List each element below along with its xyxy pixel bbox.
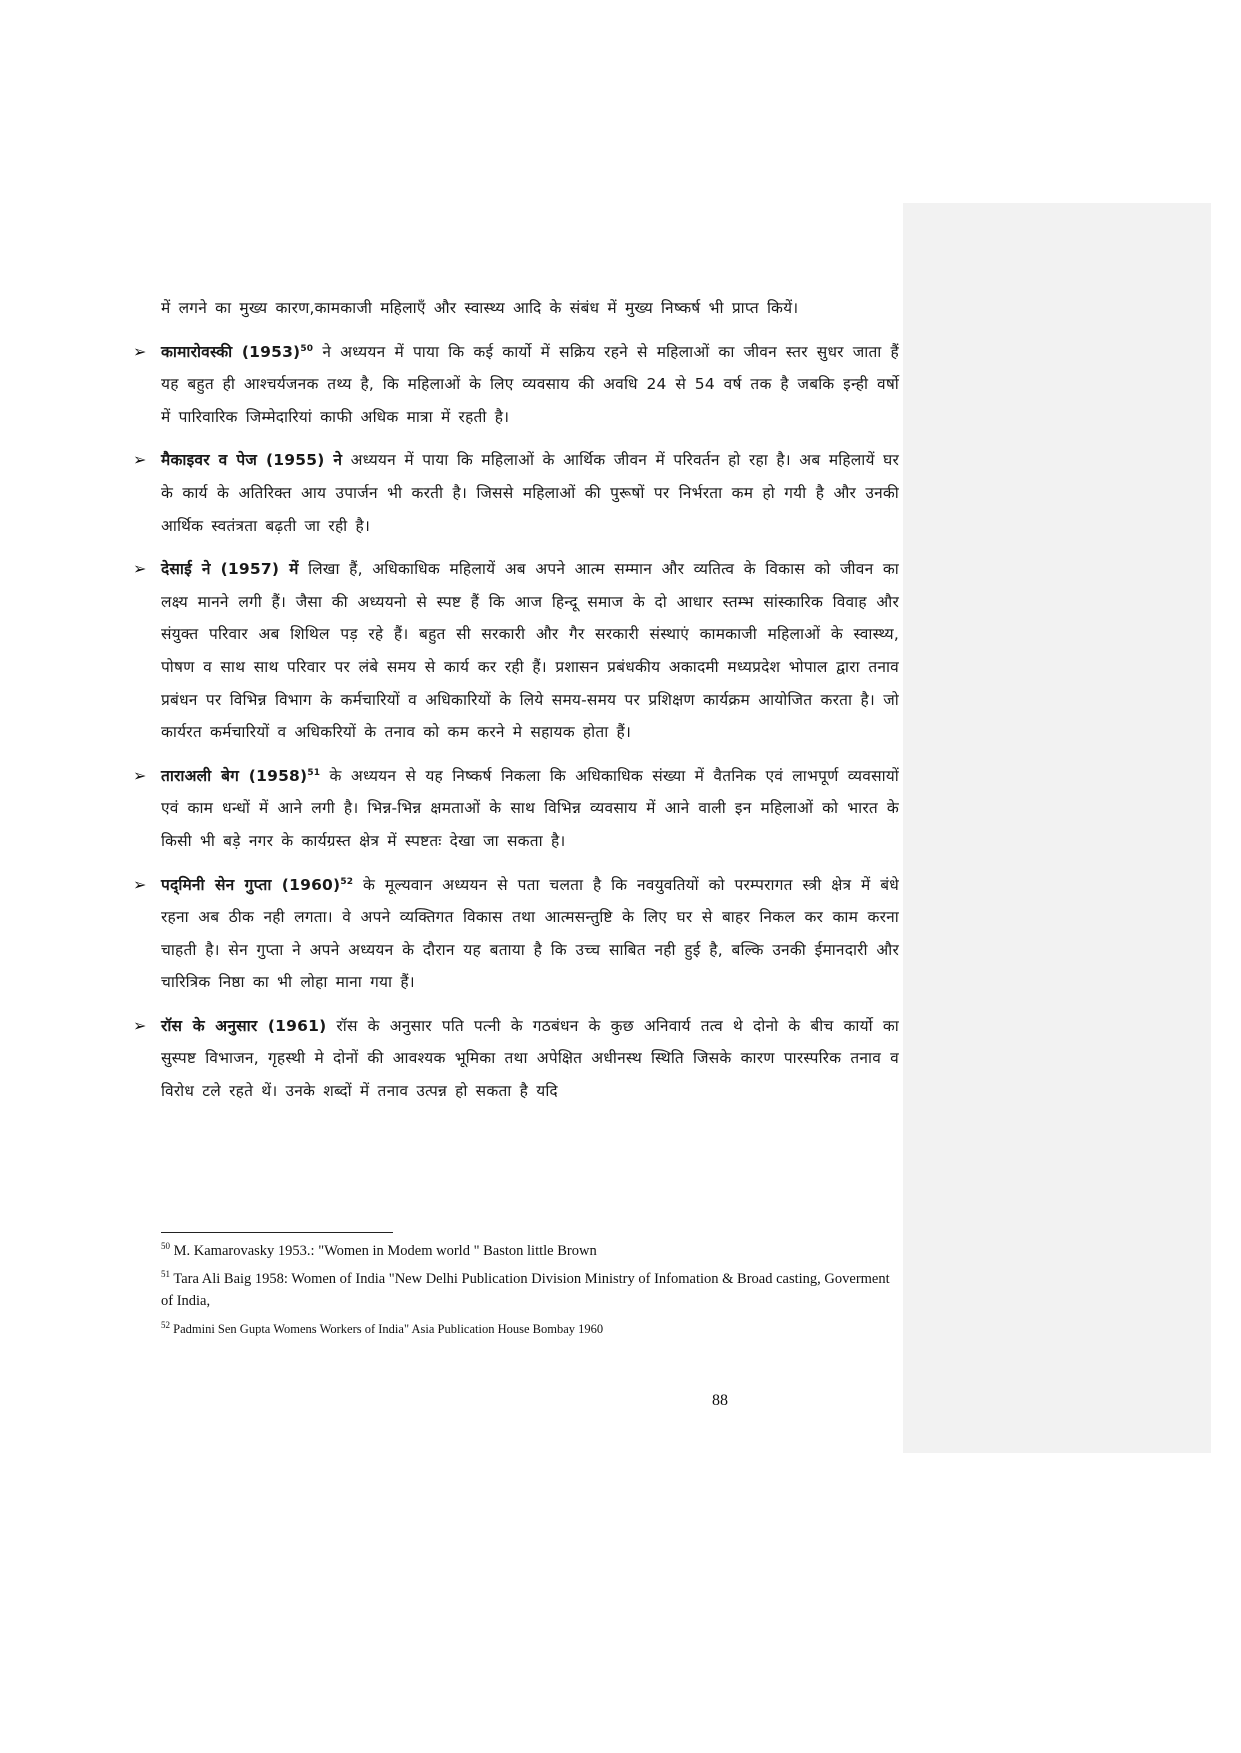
page-number: 88: [712, 1392, 728, 1409]
arrow-bullet-icon: ➢: [133, 765, 147, 785]
footnote-ref[interactable]: 52: [340, 876, 354, 887]
bullet-text: रॉस के अनुसार पति पत्नी के गठबंधन के कुछ अनिवार्य तत्व थे दोनो के बीच कार्यो का सुस्पष्ट विभाजन, गृहस्थी मे दोनों की आवश्यक भूमिका तथा अपेक्षित अधीनस्थ स्थिति जिसके कारण पारस्परिक तनाव व विरोध टले रहते थें। उनके शब्दों में तनाव उत्पन्न हो सकता है यदि: [161, 1016, 899, 1101]
footnote: [161, 1318, 899, 1340]
bullet-text: लिखा हैं, अधिकाधिक महिलायें अब अपने आत्म सम्मान और व्यतित्व के विकास को जीवन का लक्ष्य मानने लगी हैं। जैसा की अध्ययनो से स्पष्ट हैं कि आज हिन्दू समाज के दो आधार स्तम्भ सांस्कारिक विवाह और संयुक्त परिवार अब शिथिल पड़ रहे हैं। बहुत सी सरकारी और गैर सरकारी संस्थाएं कामकाजी महिलाओं के स्वास्थ्य, पोषण व साथ साथ परिवार पर लंबे समय से कार्य कर रही हैं। प्रशासन प्रबंधकीय अकादमी मध्यप्रदेश भोपाल द्वारा तनाव प्रबंधन पर विभिन्न विभाग के कर्मचारियों व अधिकारियों के लिये समय-समय पर प्रशिक्षण कार्यक्रम आयोजित करता है। जो कार्यरत कर्मचारियों व अधिकरियों के तनाव को कम करने मे सहायक होता हैं।: [161, 560, 899, 742]
bullet-item: [131, 869, 899, 999]
footnote-number: 50: [161, 1241, 170, 1252]
bullet-item: [131, 1010, 899, 1108]
bullet-item: [131, 444, 899, 542]
bullet-lead: देसाई ने (1957) में: [161, 560, 299, 579]
arrow-bullet-icon: ➢: [133, 1015, 147, 1035]
bullet-item: [131, 336, 899, 434]
footnote-ref[interactable]: 50: [300, 343, 314, 354]
footnote: [161, 1268, 899, 1312]
bullet-text: ने अध्ययन में पाया कि कई कार्यो में सक्रिय रहने से महिलाओं का जीवन स्तर सुधर जाता हैं यह बहुत ही आश्चर्यजनक तथ्य है, कि महिलाओं के लिए व्यवसाय की अवधि 24 से 54 वर्ष तक है जबकि इन्ही वर्षो में पारिवारिक जिम्मेदारियां काफी अधिक मात्रा में रहती है।: [161, 342, 899, 426]
arrow-bullet-icon: ➢: [133, 341, 147, 361]
footnote-number: 51: [161, 1269, 170, 1280]
arrow-bullet-icon: ➢: [133, 559, 147, 579]
intro-paragraph: में लगने का मुख्य कारण,कामकाजी महिलाएँ और स्वास्थ्य आदि के संबंध में मुख्य निष्कर्ष भी प्राप्त कियें।: [161, 299, 799, 317]
footnote-number: 52: [161, 1319, 170, 1330]
bullet-item: [131, 553, 899, 749]
arrow-bullet-icon: ➢: [133, 874, 147, 894]
bullet-text: अध्ययन में पाया कि महिलाओं के आर्थिक जीवन में परिवर्तन हो रहा है। अब महिलायें घर के कार्य के अतिरिक्त आय उपार्जन भी करती है। जिससे महिलाओं की पुरूषों पर निर्भरता कम हो गयी है और उनकी आर्थिक स्वतंत्रता बढ़ती जा रही है।: [161, 451, 899, 535]
bullet-lead: ताराअली बेग (1958): [161, 766, 308, 785]
bullet-lead: रॉस के अनुसार (1961): [161, 1016, 327, 1035]
bullet-lead: मैकाइवर व पेज (1955) ने: [161, 451, 343, 470]
footnote-ref[interactable]: 51: [307, 767, 321, 778]
bullet-lead: पद्‌मिनी सेन गुप्ता (1960): [161, 875, 341, 894]
bullet-text: के अध्ययन से यह निष्कर्ष निकला कि अधिकाधिक संख्या में वैतनिक एवं लाभपूर्ण व्यवसायों एवं काम धन्धों में आने लगी है। भिन्न-भिन्न क्षमताओं के साथ विभिन्न व्यवसाय में आने वाली इन महिलाओं को भारत के किसी भी बड़े नगर के कार्यग्रस्त क्षेत्र में स्पष्टतः देखा जा सकता है।: [161, 766, 899, 850]
footnote-text: Padmini Sen Gupta Womens Workers of India" Asia Publication House Bombay 1960: [173, 1322, 604, 1336]
page-body: [131, 292, 899, 1119]
arrow-bullet-icon: ➢: [133, 450, 147, 470]
footnotes: [161, 1240, 899, 1346]
footnote-text: Tara Ali Baig 1958: Women of India "New Delhi Publication Division Ministry of Infomation & Broad casting, Goverment of India,: [161, 1271, 890, 1309]
bullet-lead: कामारोवस्की (1953): [161, 342, 301, 361]
footnote-text: M. Kamarovasky 1953.: "Women in Modem world " Baston little Brown: [173, 1243, 597, 1259]
footnote: [161, 1240, 899, 1262]
bullet-text: के मूल्यवान अध्ययन से पता चलता है कि नवयुवतियों को परम्परागत स्त्री क्षेत्र में बंधे रहना अब ठीक नही लगता। वे अपने व्यक्तिगत विकास तथा आत्मसन्तुष्टि के लिए घर से बाहर निकल कर काम करना चाहती है। सेन गुप्ता ने अपने अध्ययन के दौरान यह बताया है कि उच्च साबित नही हुई है, बल्कि उनकी ईमानदारी और चारित्रिक निष्ठा का भी लोहा माना गया हैं।: [161, 875, 900, 992]
footnote-separator: [161, 1232, 393, 1233]
comment-pane: [903, 203, 1211, 1453]
bullet-item: [131, 760, 899, 858]
